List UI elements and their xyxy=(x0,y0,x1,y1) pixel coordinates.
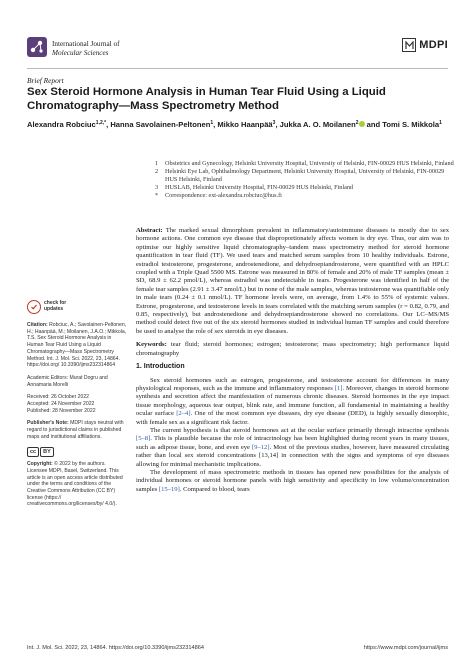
journal-line2: Molecular Sciences xyxy=(52,49,109,57)
intro-paragraph xyxy=(136,427,449,469)
reference-link[interactable]: [15–19] xyxy=(158,485,180,493)
citation-label: Citation: xyxy=(27,322,48,328)
journal-line1: International Journal of xyxy=(52,40,120,48)
publisher-note-text: MDPI stays neutral with regard to jurisdictional claims in published maps and institutional affiliations. xyxy=(27,420,124,440)
journal-name[interactable] xyxy=(52,40,119,58)
main-content xyxy=(136,227,449,494)
footer-citation[interactable]: Int. J. Mol. Sci. 2022, 23, 14864. https://doi.org/10.3390/ijms232314864 xyxy=(27,645,204,651)
para-text: The development of mass spectrometric methods in tissues has opened new possibilities for the analysis of individual hormones or steroid hormone panels with high sensitivity and specificity in low volume/concentration samples xyxy=(136,468,449,493)
mdpi-mark-icon xyxy=(402,38,416,52)
citation-text[interactable]: Robciuc, A.; Savolainen-Peltonen, H.; Haanpää, M.; Moilanen, J.A.O.; Mikkola, T.S. Sex Steroid Hormone Analysis in Human Tear Fluid Using a Liquid Chromatography—Mass Spectrometry Method. Int. J. Mol. Sci. 2022, 23, 14864. https://doi.org/ 10.3390/ijms232314864 xyxy=(27,322,127,369)
reference-link[interactable]: [5–8] xyxy=(136,435,151,443)
author-affil: 3 xyxy=(272,120,276,126)
author-affil: 2 xyxy=(355,120,359,126)
header-divider xyxy=(27,68,448,69)
copyright-text: © 2022 by the authors. Licensee MDPI, Basel, Switzerland. This article is an open access article distributed under the terms and conditions of the Creative Commons Attribution (CC BY) license (https:// creativecommons.org/licenses/by/ 4.0/). xyxy=(27,461,123,508)
author-affil: 1 xyxy=(210,120,214,126)
dates-block xyxy=(27,394,127,414)
author-list: Alexandra Robciuc$^{1,2,*}$, Hanna Savolainen-Peltonen$^1$, Mikko Haanpää$^3$, Jukka A. O. Moilanen$^2$ and Tomi S. Mikkola$^1$ xyxy=(27,120,442,129)
copyright-label: Copyright: xyxy=(27,461,53,468)
accepted-date: Accepted: 24 November 2022 xyxy=(27,401,95,408)
reference-link[interactable]: [1] xyxy=(334,384,343,392)
affiliation-text: Helsinki Eye Lab, Ophthalmology Department, Helsinki University Hospital, University of Helsinki, FIN-00029 HUS Helsinki, Finland xyxy=(165,168,445,183)
correspondence-text[interactable]: Correspondence: ext-alexandra.robciuc@hus.fi xyxy=(165,192,282,199)
published-date: Published: 28 November 2022 xyxy=(27,407,96,414)
affiliation-number: 1 xyxy=(155,160,159,167)
abstract xyxy=(136,227,449,336)
citation-block xyxy=(27,322,127,369)
publisher-note-label: Publisher's Note: xyxy=(27,420,69,427)
author-name[interactable]: Mikko Haanpää xyxy=(217,120,273,129)
intro-paragraph xyxy=(136,469,449,494)
author-name[interactable]: Tomi S. Mikkola xyxy=(382,120,440,129)
mdpi-logo-text: MDPI xyxy=(419,39,448,51)
para-text: Sex steroid hormones such as estrogen, progesterone, and testosterone account for differences in many physiological responses, such as the immune and inflammatory responses xyxy=(136,376,449,392)
copyright-block xyxy=(27,461,127,508)
abstract-label: Abstract: xyxy=(136,227,163,234)
author-affil: 1 xyxy=(439,120,442,126)
section-heading: 1. Introduction xyxy=(136,363,185,371)
affiliation-number: 2 xyxy=(155,168,159,175)
para-text: . Most of the previous studies, however, have measured circulating rather than local sex steroid concentrations [13,14] in connection with the signs and symptoms of eye diseases allowing for minimal mechanistic implications. xyxy=(136,443,449,468)
abstract-text: The marked sexual dimorphism prevalent in inflammatory/autoimmune diseases is mostly due to sex hormone actions. One common eye disease that disproportionately affects women is dry eye. Thus, our aim was to optimise our highly sensitive liquid chromatography–tandem mass spectrometry method for steroid hormone quantification in tear fluid (TF). We used tears and matched serum samples from 10 healthy individuals. Estrone, estradiol testosterone, progesterone, androstenedione, and dehydroepiandrosterone, were quantified with an HPLC coupled with a Triple Quad 5500 MS. Estrone was measured in 80% of female and 20% of male TF samples (mean ± SD, 68.9 ± 62.2 pmol/L), whereas estradiol was undetectable in tears. Progesterone was identified in half of the female tear samples (2.91 ± 3.47 nmol/L) but in none of the male samples, whereas testosterone was quantifiable only in male tears (0.24 ± 0.1 nmol/L). TF hormone levels were, on average, from 1.4% to 55% of systemic values. Estrone, progesterone, and testosterone levels in tears correlated with the matching serum samples (r = 0.82, 0.79, and 0.85, respectively), but androstenedione and dehydroepiandrosterone showed no correlations. Our LC–MS/MS method could detect five out of the six steroid hormones studied in individual human TF samples and could therefore be used to analyse the role of sex steroids in eye diseases. xyxy=(136,227,449,335)
author-name[interactable]: Hanna Savolainen-Peltonen xyxy=(110,120,211,129)
affiliation-number: * xyxy=(155,192,159,199)
para-text: . This is plausible because the role of intracrinology has been highlighted during recent years in many tissues, such as adipose tissue, bone, and even eye xyxy=(136,435,449,451)
para-text: The current hypothesis is that steroid hormones act at the ocular surface primarily through intracrine synthesis xyxy=(150,426,449,434)
check-for-updates-button[interactable] xyxy=(27,300,127,314)
para-text: . One of the most common eye diseases, dry eye disease (DED), is highly sexually dimorphic, with female sex as a significant risk factor. xyxy=(136,410,449,426)
by-icon: BY xyxy=(40,447,54,458)
check-updates-icon xyxy=(27,300,41,314)
cc-by-license-badge[interactable] xyxy=(27,447,127,458)
orcid-icon[interactable] xyxy=(359,121,365,127)
affiliation-item xyxy=(155,184,455,192)
author-name[interactable]: Jukka A. O. Moilanen xyxy=(279,120,356,129)
publisher-logo[interactable] xyxy=(402,38,448,52)
author-affil: 1,2,* xyxy=(95,120,107,126)
reference-link[interactable]: [9–12] xyxy=(251,443,270,451)
affiliation-text: Obstetrics and Gynecology, Helsinki University Hospital, University of Helsinki, FIN-00029 HUS Helsinki, Finland xyxy=(165,160,454,167)
footer-journal-link[interactable]: https://www.mdpi.com/journal/ijms xyxy=(363,645,448,651)
affiliation-item xyxy=(155,160,455,168)
reference-link[interactable]: [2–4] xyxy=(176,410,191,418)
article-title: Sex Steroid Hormone Analysis in Human Tear Fluid Using a Liquid Chromatography—Mass Spectrometry Method xyxy=(27,86,386,112)
keywords xyxy=(136,341,449,358)
para-text: . Compared to blood, tears xyxy=(179,485,250,493)
article-sidebar xyxy=(27,300,127,514)
affiliation-item xyxy=(155,192,455,200)
article-type: Brief Report xyxy=(27,76,64,85)
journal-logo-icon xyxy=(27,37,47,57)
intro-paragraph xyxy=(136,377,449,427)
page-footer xyxy=(27,645,448,651)
para-text: . Moreover, changes in steroid hormone synthesis and secretion affect the manifestation of numerous chronic diseases. Steroid hormones in the eye impact tissue morphology, aqueous tear output, blink rate, and immune function, all fundamental in maintaining a healthy ocular surface xyxy=(136,384,449,418)
affiliation-item xyxy=(155,168,455,184)
affiliations xyxy=(155,160,455,200)
introduction-body xyxy=(136,377,449,495)
academic-editors: Academic Editors: Murat Dogru and Annamaria Morelli xyxy=(27,374,108,388)
author-name[interactable]: Alexandra Robciuc xyxy=(27,120,96,129)
affiliation-number: 3 xyxy=(155,184,159,191)
updates-line1: check for xyxy=(44,300,67,307)
publisher-note xyxy=(27,420,127,440)
updates-line2: updates xyxy=(44,306,64,312)
keywords-label: Keywords: xyxy=(136,341,167,349)
affiliation-text: HUSLAB, Helsinki University Hospital, FIN-00029 HUS Helsinki, Finland xyxy=(165,184,354,191)
keywords-text: tear fluid; steroid hormones; estrogen; testosterone; mass spectrometry; high performance liquid chromatography xyxy=(136,341,449,357)
cc-icon: cc xyxy=(27,447,39,458)
received-date: Received: 26 October 2022 xyxy=(27,394,90,401)
